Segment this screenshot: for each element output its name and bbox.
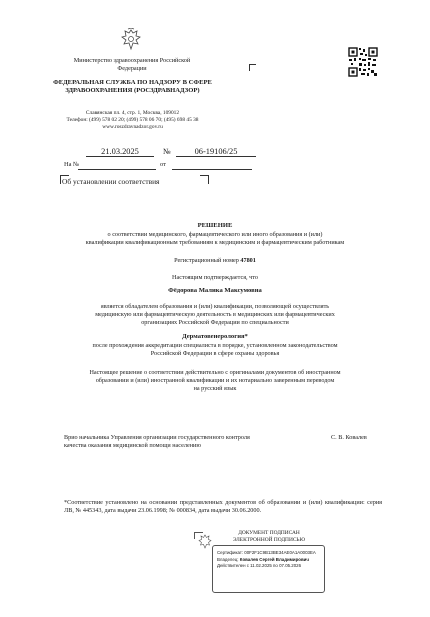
body-line: на русский язык [193,385,237,393]
decision-title: РЕШЕНИЕ [197,222,233,229]
subtitle-line: о соответствии медицинского, фармацевтического или иного образования и (или) [107,231,323,238]
body-line: Российской Федерации в сфере охраны здоровья [150,350,280,358]
address-corner-mark [249,64,256,71]
owner-label: Владелец: [217,556,239,562]
body-line: после прохождения аккредитации специалиста в порядке, установленном законодательством [92,342,338,349]
registration-number [30,257,400,265]
document-number: 06-19106/25 [176,147,256,157]
address-line: Славянская пл. 4, стр. 1, Москва, 109012 [85,110,180,116]
decision-subtitle [30,231,400,247]
signature-details-box [212,545,325,593]
document-subject: Об установлении соответствия [62,177,160,186]
stamp-title-line: ЭЛЕКТРОННОЙ ПОДПИСЬЮ [232,537,306,544]
coat-of-arms-icon [198,534,212,550]
signatory-position [64,434,314,450]
registration-number-label: Регистрационный номер [174,257,239,264]
qualification-statement [30,303,400,327]
coat-of-arms-icon [120,28,142,52]
number-label: № [163,147,171,156]
registration-number-value: 47801 [240,257,256,264]
signatory-name: С. В. Ковалев [331,434,367,441]
validity-statement [30,369,400,393]
stamp-title [213,530,325,544]
document-date: 21.03.2025 [86,147,154,157]
accreditation-statement [30,342,400,358]
body-line: образовании и (или) иностранной квалификации и их нотариально заверенным переводом [95,377,335,385]
reply-number-line [78,169,156,170]
person-name: Фёдорова Малика Максумовна [168,287,262,294]
certificate-validity: Действителен с 11.02.2025 по 07.05.2026 [217,563,302,569]
specialty: Дерматовенерология* [182,333,248,340]
confirmation-text: Настоящим подтверждается, что [172,274,258,281]
agency-address [50,110,215,131]
website: www.roszdravnadzor.gov.ru [102,123,163,130]
qr-code-icon [348,47,378,77]
reply-to-number-label: На № [64,161,80,168]
agency-name: ФЕДЕРАЛЬНАЯ СЛУЖБА ПО НАДЗОРУ В СФЕРЕ ЗДРАВООХРАНЕНИЯ (РОСЗДРАВНАДЗОР) [53,79,212,95]
position-line: качества оказания медицинской помощи населению [64,442,201,450]
stamp-title-line: ДОКУМЕНТ ПОДПИСАН [238,530,300,536]
body-line: является обладателем образования и (или) квалификации, позволяющей осуществлять [100,303,330,310]
body-line: организациях Российской Федерации по специальности [141,319,289,327]
body-line: Настоящее решение о соответствии действительно с оригиналами документов об иностранном [89,369,341,376]
position-line: Врио начальника Управления организации государственного контроля [64,434,250,441]
phone-line: Телефон: (499) 578 02 20; (499) 578 06 70; (495) 698 45 38 [66,116,199,123]
reply-date-label: от [160,161,166,168]
footnote: *Соответствие установлено на основании представленных документов об образовании и (или) квалификации: серия ЛВ, № 445343, дата выдачи 23.06.1998; № 000834, дата выдачи 30.06.2000. [64,499,382,515]
reply-date-line [172,169,252,170]
certificate-number: Сертификат: 00F2F1C9B13BE34AE0A1A0003EA [217,550,316,555]
owner-name: Ковалев Сергей Владимирович [239,556,309,562]
certificate-owner [217,557,320,564]
subtitle-line: квалификации квалификационным требованиям к медицинским и фармацевтическим работникам [85,239,345,247]
ministry-name: Министерство здравоохранения Российской Федерации [73,57,191,73]
body-line: медицинскую или фармацевтическую деятельность в медицинских или фармацевтических [95,311,335,319]
